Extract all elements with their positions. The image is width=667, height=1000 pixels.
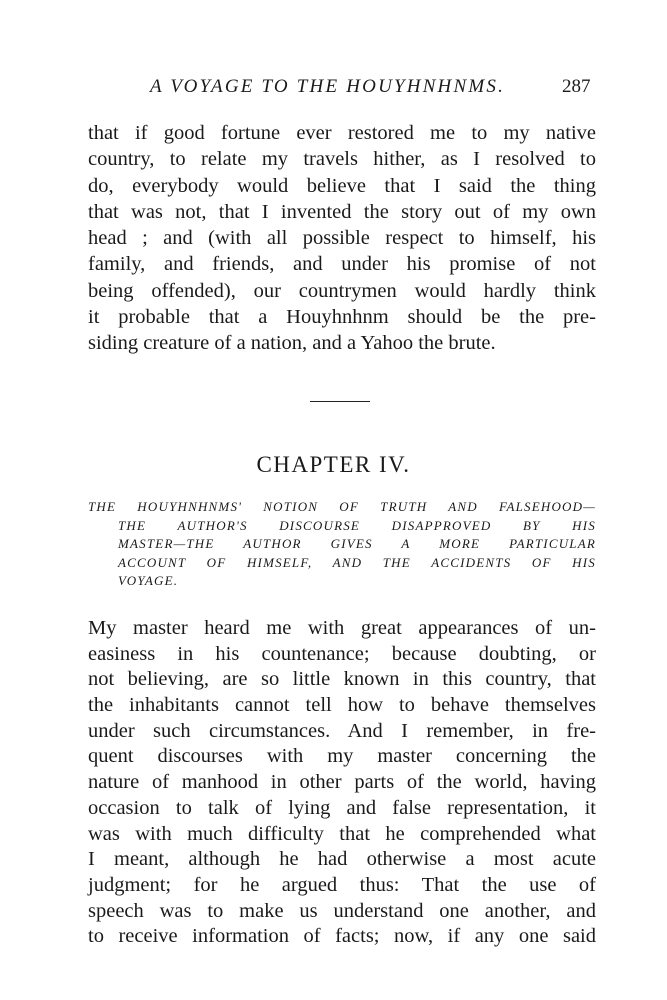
text-line: My master heard me with great appearances of un-	[88, 617, 596, 639]
text-line: under such circumstances. And I remember, in fre-	[88, 719, 596, 742]
text-line: speech was to make us understand one another, and	[88, 899, 596, 922]
text-line: it probable that a Houyhnhnm should be the pre-	[88, 306, 596, 329]
text-line: nature of manhood in other parts of the world, having	[88, 771, 596, 794]
text-line: siding creature of a nation, and a Yahoo the brute.	[88, 332, 496, 355]
summary-line: THE AUTHOR'S DISCOURSE DISAPPROVED BY HIS	[118, 517, 596, 533]
summary-line: MASTER—THE AUTHOR GIVES A MORE PARTICULAR	[118, 536, 596, 552]
text-line: to receive information of facts; now, if any one said	[88, 925, 596, 948]
text-line: quent discourses with my master concerning the	[88, 745, 596, 768]
summary-line: VOYAGE.	[118, 573, 179, 589]
text-line: judgment; for he argued thus: That the use of	[88, 873, 596, 896]
paragraph-chapter-opening	[88, 616, 596, 950]
paragraph-continued	[88, 120, 596, 357]
text-line: I meant, although he had otherwise a most acute	[88, 848, 596, 871]
section-divider-rule	[310, 401, 370, 402]
chapter-title: CHAPTER IV.	[256, 452, 411, 477]
text-line: the inhabitants cannot tell how to behave themselves	[88, 694, 596, 717]
text-line: country, to relate my travels hither, as I resolved to	[88, 148, 596, 171]
chapter-summary	[88, 498, 596, 591]
text-line: being offended), our countrymen would hardly think	[88, 279, 596, 302]
summary-line: THE HOUYHNHNMS' NOTION OF TRUTH AND FALSEHOOD—	[88, 499, 596, 514]
text-line: head ; and (with all possible respect to himself, his	[88, 227, 596, 250]
text-line: was with much difficulty that he comprehended what	[88, 822, 596, 845]
text-line: that if good fortune ever restored me to my native	[88, 122, 596, 144]
page-number: 287	[562, 76, 591, 97]
text-line: family, and friends, and under his promise of not	[88, 253, 596, 276]
running-head: A VOYAGE TO THE HOUYHNHNMS.	[150, 76, 506, 97]
text-line: occasion to talk of lying and false representation, it	[88, 796, 596, 819]
text-line: do, everybody would believe that I said the thing	[88, 174, 596, 197]
text-line: not believing, are so little known in this country, that	[88, 668, 596, 691]
summary-line: ACCOUNT OF HIMSELF, AND THE ACCIDENTS OF HIS	[118, 554, 596, 570]
text-line: easiness in his countenance; because doubting, or	[88, 642, 596, 665]
text-line: that was not, that I invented the story out of my own	[88, 200, 596, 223]
